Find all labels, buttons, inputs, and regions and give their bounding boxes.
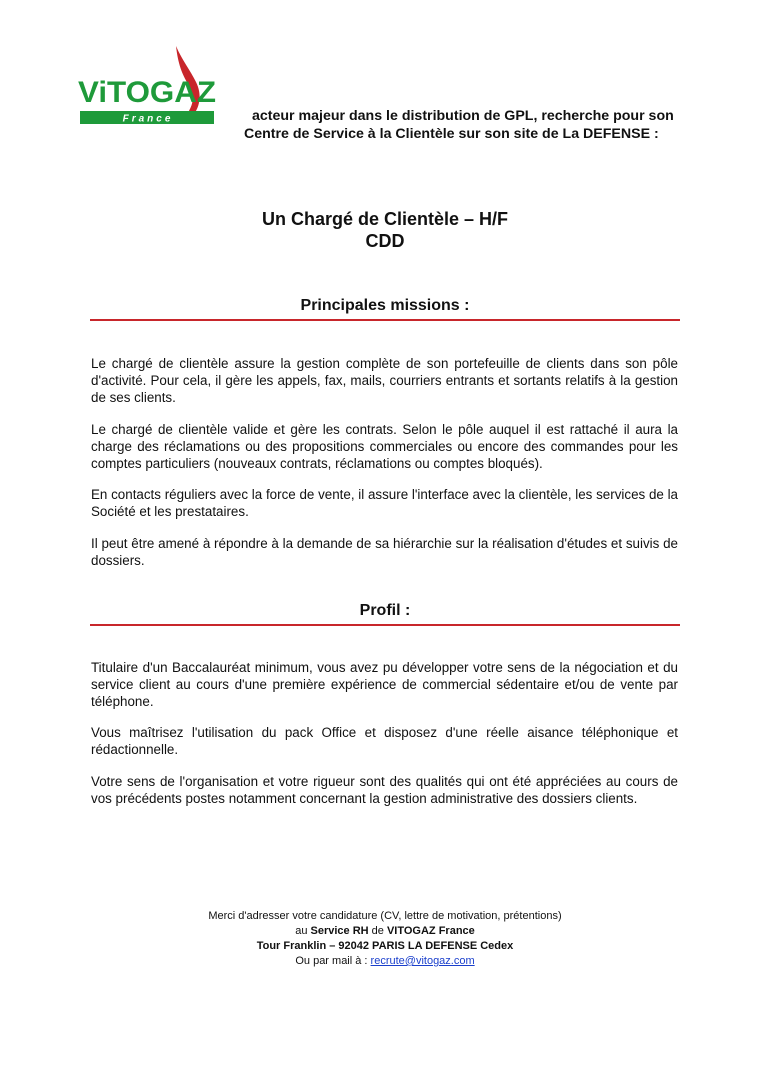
logo-brand-text: ViTOGAZ [78, 76, 216, 109]
profil-divider [90, 624, 680, 626]
contract-type: CDD [365, 231, 405, 251]
missions-paragraph-1: Le chargé de clientèle assure la gestion complète de son portefeuille de clients dans son pôle d'activité. Pour cela, il gère les appels, fax, mails, courriers entrants et sortants relatifs à la gestion de ses clients. [91, 356, 678, 405]
missions-heading: Principales missions : [300, 297, 470, 314]
intro-line-2: Centre de Service à la Clientèle sur son site de La DEFENSE : [244, 126, 659, 142]
footer-line-1: Merci d'adresser votre candidature (CV, lettre de motivation, prétentions) [208, 910, 562, 922]
footer-company: VITOGAZ France [386, 925, 475, 937]
missions-paragraph-2: Le chargé de clientèle valide et gère les contrats. Selon le pôle auquel il est rattaché il aura la charge des réclamations ou des propositions commerciales ou encore des commandes pour les comptes particuliers (nouveaux contrats, réclamations ou comptes bloqués). [91, 422, 678, 471]
intro-line-1: acteur majeur dans le distribution de GPL, recherche pour son [252, 108, 674, 124]
footer-mail-prefix: Ou par mail à : [295, 955, 371, 967]
footer-service: Service RH [310, 925, 369, 937]
missions-paragraph-3: En contacts réguliers avec la force de vente, il assure l'interface avec la clientèle, les services de la Société et les prestataires. [91, 487, 678, 519]
profil-paragraph-3: Votre sens de l'organisation et votre rigueur sont des qualités qui ont été appréciées au cours de vos précédents postes notamment concernant la gestion administrative des dossiers clients. [91, 774, 678, 806]
application-footer [150, 909, 620, 969]
missions-divider [90, 319, 680, 321]
job-title-block [180, 208, 590, 252]
profil-paragraph-1: Titulaire d'un Baccalauréat minimum, vous avez pu développer votre sens de la négociation et du service client au cours d'une première expérience de commercial sédentaire et/ou de vente par téléphone. [91, 660, 678, 709]
footer-line-2-prefix: au [295, 925, 311, 937]
footer-line-2 [150, 924, 620, 939]
logo-sub-text: France [122, 113, 174, 125]
profil-paragraph-2: Vous maîtrisez l'utilisation du pack Office et disposez d'une réelle aisance téléphonique et rédactionnelle. [91, 725, 678, 757]
vitogaz-logo [78, 42, 218, 126]
job-title: Un Chargé de Clientèle – H/F [261, 209, 509, 229]
missions-paragraph-4: Il peut être amené à répondre à la demande de sa hiérarchie sur la réalisation d'études et suivis de dossiers. [91, 536, 678, 568]
footer-line-2-mid: de [368, 925, 387, 937]
footer-line-4 [150, 954, 620, 969]
vitogaz-logo-graphic [78, 42, 218, 126]
footer-address: Tour Franklin – 92042 PARIS LA DEFENSE Cedex [256, 940, 514, 952]
profil-heading: Profil : [359, 602, 411, 619]
intro-text [244, 107, 714, 143]
email-link[interactable]: recrute@vitogaz.com [370, 955, 475, 967]
